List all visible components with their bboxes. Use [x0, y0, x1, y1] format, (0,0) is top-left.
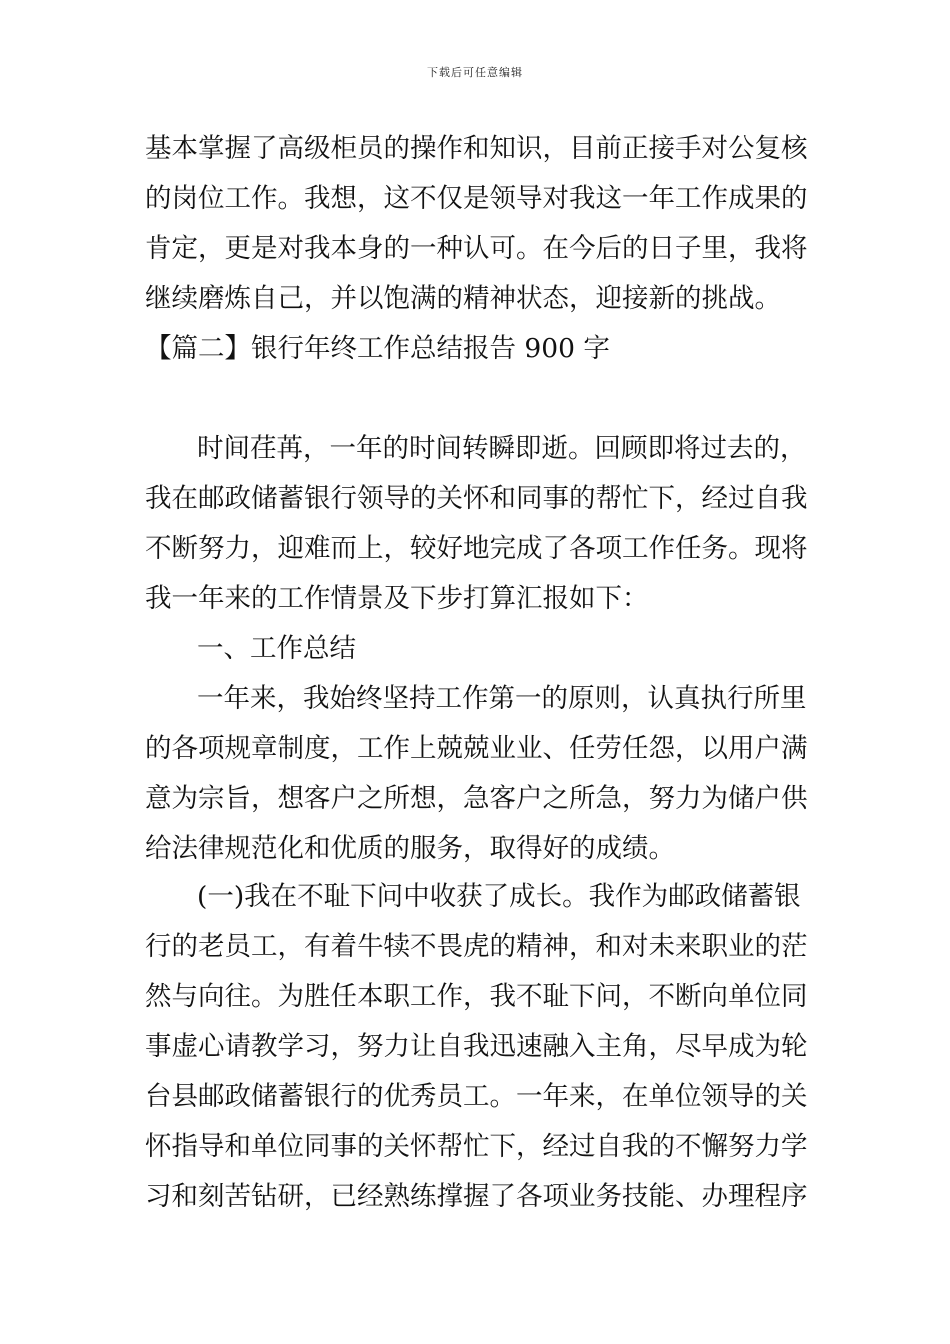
page-header: 下载后可任意编辑: [427, 66, 523, 79]
paragraph-line: 一年来，我始终坚持工作第一的原则，认真执行所里: [197, 683, 807, 714]
paragraph-line: 事虚心请教学习，努力让自我迅速融入主角，尽早成为轮: [145, 1031, 808, 1062]
paragraph-line: 的岗位工作。我想，这不仅是领导对我这一年工作成果的: [145, 183, 808, 214]
subheading: 一、工作总结: [197, 633, 356, 664]
paragraph-line: 给法律规范化和优质的服务，取得好的成绩。: [145, 833, 675, 864]
paragraph-line: 肯定，更是对我本身的一种认可。在今后的日子里，我将: [145, 233, 808, 264]
paragraph-line: 行的老员工，有着牛犊不畏虎的精神，和对未来职业的茫: [145, 931, 808, 962]
paragraph-line: 继续磨炼自己，并以饱满的精神状态，迎接新的挑战。: [145, 283, 781, 314]
paragraph-line: 意为宗旨，想客户之所想，急客户之所急，努力为储户供: [145, 783, 808, 814]
paragraph-line: 基本掌握了高级柜员的操作和知识，目前正接手对公复核: [145, 133, 808, 164]
paragraph-line: 台县邮政储蓄银行的优秀员工。一年来，在单位领导的关: [145, 1081, 808, 1112]
paragraph-line: 我一年来的工作情景及下步打算汇报如下：: [145, 583, 649, 614]
section-heading: 【篇二】银行年终工作总结报告 900 字: [145, 333, 610, 364]
paragraph-line: 我在邮政储蓄银行领导的关怀和同事的帮忙下，经过自我: [145, 483, 808, 514]
paragraph-line: 怀指导和单位同事的关怀帮忙下，经过自我的不懈努力学: [145, 1131, 808, 1162]
paragraph-line: 然与向往。为胜任本职工作，我不耻下问，不断向单位同: [145, 981, 808, 1012]
paragraph-line: (一)我在不耻下问中收获了成长。我作为邮政储蓄银: [197, 881, 801, 912]
paragraph-line: 习和刻苦钻研，已经熟练撑握了各项业务技能、办理程序: [145, 1181, 808, 1212]
paragraph-line: 的各项规章制度，工作上兢兢业业、任劳任怨，以用户满: [145, 733, 808, 764]
paragraph-line: 时间荏苒，一年的时间转瞬即逝。回顾即将过去的，: [197, 433, 807, 464]
paragraph-line: 不断努力，迎难而上，较好地完成了各项工作任务。现将: [145, 533, 808, 564]
